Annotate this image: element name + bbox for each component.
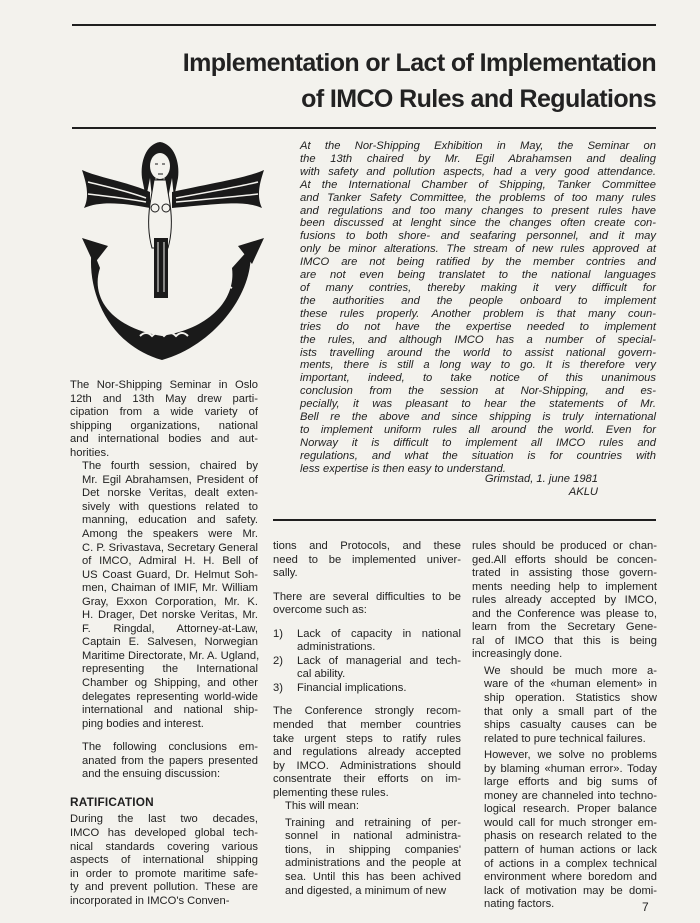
right-para-1-line: trated in assisting those govern- [472, 567, 657, 580]
mid-para-2-line: overcome such as: [273, 604, 367, 617]
right-para-1 [472, 540, 657, 662]
page-number: 7 [642, 900, 649, 914]
left-para-2-line: C. P. Srivastava, Secretary General [82, 541, 258, 554]
right-para-1-line: ral of IMCO that this is being [472, 634, 657, 647]
list-text-line: administrations. [297, 641, 376, 654]
list-text [297, 655, 461, 682]
editorial-line: the authorities and the people onboard to implement [300, 294, 656, 307]
left-para-2 [70, 460, 258, 731]
mid-para-4-line: This will mean: [285, 800, 359, 813]
list-number: 1) [273, 627, 283, 640]
mid-para-3-line: mended that member countries [273, 719, 461, 732]
left-para-4-line: incorporated in IMCO's Conven- [70, 894, 230, 907]
list-text-line: cal ability. [297, 668, 346, 681]
left-para-4-line: IMCO has developed global tech- [70, 826, 258, 839]
editorial-line: Norway it is difficult to implement all IMCO rules and [300, 436, 656, 449]
mid-para-1-line: sally. [273, 567, 298, 580]
mid-para-5-line: tions, in shipping companies' [285, 843, 461, 856]
right-para-2-line: We should be much more a- [484, 664, 657, 677]
editorial-line: ists travelling around the world to assist national govern- [300, 346, 656, 359]
left-para-1-line: shipping organizations, national [70, 419, 258, 432]
left-para-3-line: The following conclusions em- [82, 741, 258, 754]
left-para-2-line: Mr. Egil Abrahamsen, President of [82, 473, 258, 486]
list-text [297, 682, 461, 696]
right-para-3-line: However, we solve no problems [484, 749, 657, 762]
left-para-2-line: Gray, Exxon Corporation, Mr. K. [82, 595, 258, 608]
editorial-line: with safety and pollution aspects, had a very good attendance. [300, 165, 656, 178]
mid-para-1-line: need to be implemented univer- [273, 553, 461, 566]
list-text-line: Lack of managerial and tech- [297, 654, 461, 667]
right-para-3-line: money are channeled into techno- [484, 789, 657, 802]
mid-para-2 [273, 591, 461, 618]
left-column [70, 379, 258, 908]
editorial-line: At the International Chamber of Shipping, Tanker Committee [300, 178, 656, 191]
left-para-2-line: Maritime Directorate, Mr. A. Ugland, [82, 649, 260, 662]
mid-para-3-line: take urgent steps to ratify rules [273, 732, 461, 745]
left-para-2-line: of IMCO, Admiral H. H. Bell of [82, 555, 258, 568]
editorial-line: tries do not have the expertise needed to implement [300, 320, 656, 333]
left-para-2-line: delegates representing world-wide [82, 690, 258, 703]
mid-para-3-line: and regulations already accepted [273, 746, 461, 759]
left-para-2-line: US Coast Guard, Dr. Helmut Soh- [82, 568, 258, 581]
editorial-line: conclusion from the session at Nor-Shipping, and es- [300, 385, 656, 398]
left-para-4-line: ty and prevent pollution. These are [70, 881, 258, 894]
left-para-1 [70, 379, 258, 460]
editorial-line: Bell re the above and since shipping is truly international [300, 411, 656, 424]
editorial-line: less expertise is then easy to understand. [300, 462, 506, 475]
top-rule [72, 24, 656, 26]
right-para-2-line: that only a small part of the [484, 705, 657, 718]
editorial-line: and Tanker Safety Committee, the problems of too many rules [300, 191, 656, 204]
left-para-2-line: Det norske Veritas, dealt exten- [82, 487, 258, 500]
mid-para-5-line: and digested, a minimum of new [285, 884, 447, 897]
left-para-2-line: international and national ship- [82, 704, 258, 717]
mid-para-3-line: by IMCO. Administrations should [273, 759, 461, 772]
left-para-4-line: During the last two decades, [70, 813, 258, 826]
list-text-line: Financial implications. [297, 681, 407, 694]
middle-column [273, 540, 461, 898]
mid-para-5-line: sonnel in national administra- [285, 830, 461, 843]
left-para-4-line: aspects of international shipping [70, 854, 258, 867]
right-para-2 [472, 665, 657, 746]
editorial-line: the rules, and although IMCO has a number of special- [300, 333, 656, 346]
left-para-2-line: ping bodies and interest. [82, 717, 204, 730]
right-para-3-line: environment where boredom and [484, 871, 657, 884]
left-para-1-line: cipation from a wide variety of [70, 406, 258, 419]
right-para-3-line: nating factors. [484, 898, 555, 911]
left-para-2-line: The fourth session, chaired by [82, 460, 258, 473]
right-para-1-line: ged.All efforts should be concen- [472, 553, 657, 566]
difficulties-list [273, 628, 461, 696]
left-para-2-line: men, Chaiman of IMIF, Mr. William [82, 582, 258, 595]
left-para-2-line: representing the International [82, 663, 258, 676]
article-title-line-2: of IMCO Rules and Regulations [301, 85, 656, 113]
right-para-2-line: ship operation. Statistics show [484, 692, 657, 705]
mid-para-3-line: plementing these rules. [273, 786, 389, 799]
right-para-1-line: rules should be produced or chan- [472, 540, 657, 552]
editorial-line: important, indeed, to take notice of this unanimous [300, 372, 656, 385]
right-para-2-line: ware of the «human element» in [484, 678, 657, 691]
mid-para-3 [273, 705, 461, 800]
title-rule [72, 127, 656, 129]
mid-para-5-line: administrations and the people at [285, 857, 461, 870]
editorial-signature [480, 473, 598, 499]
right-para-2-line: ships casualty causes can be [484, 719, 657, 732]
left-para-1-line: 12th and 13th May drew parti- [70, 392, 258, 405]
section-heading-ratification: RATIFICATION [70, 794, 154, 809]
left-para-4-line: nical standards covering various [70, 840, 258, 853]
mid-para-4 [273, 800, 461, 814]
difficulty-item-1 [273, 628, 461, 655]
mid-para-3-line: consentrate their efforts on im- [273, 773, 461, 786]
right-para-1-line: rules already accepted by IMCO, [472, 594, 657, 607]
right-para-3-line: large efforts and big sums of [484, 776, 657, 789]
left-para-2-line: Captain E. Salvesen, Norwegian [82, 636, 258, 649]
editorial-line: only be minor alterations. The stream of new rules approved at [300, 243, 656, 256]
list-text [297, 628, 461, 655]
right-para-3-line: pattern of human actions or lack [484, 844, 657, 857]
editorial-line: the 13th chaired by Mr. Egil Abrahamsen and dealing [300, 152, 656, 165]
mid-para-5 [273, 817, 461, 898]
right-para-3 [472, 749, 657, 912]
difficulty-item-2 [273, 655, 461, 682]
editorial-line: and regulations and too many changes to present rules have [300, 204, 656, 217]
right-para-1-line: and the Conference was please to, [472, 607, 657, 620]
left-para-1-line: and international bodies and aut- [70, 433, 258, 446]
right-para-3-line: would call for much stronger em- [484, 816, 657, 829]
left-para-2-line: sively with questions related to [82, 500, 258, 513]
mid-para-5-line: Training and retraining of per- [285, 816, 461, 829]
editorial-line: IMCO are not being ratified by the member contries and [300, 256, 656, 269]
left-para-1-line: The Nor-Shipping Seminar in Oslo [70, 379, 258, 391]
list-number: 3) [273, 681, 283, 694]
left-para-4-line: in order to promote maritime safe- [70, 867, 258, 880]
article-title-line-1: Implementation or Lact of Implementation [182, 49, 656, 77]
left-para-3-line: anated from the papers presented [82, 754, 258, 767]
editorial-line: regulations, and what the situation is for countries with [300, 449, 656, 462]
mid-para-5-line: sea. Until this has been achived [285, 871, 461, 884]
editorial-line: these rules properly. Another problem is that many coun- [300, 307, 656, 320]
left-para-2-line: H. Drager, Det norske Veritas, Mr. [82, 609, 258, 622]
right-column [472, 540, 657, 912]
right-para-1-line: learn from the Secretary Gene- [472, 621, 657, 634]
editorial-line: to implement uniform rules all around the world. Even for [300, 423, 656, 436]
signature-place-date: Grimstad, 1. june 1981 [484, 473, 598, 485]
left-para-3-line: and the ensuing discussion: [82, 768, 221, 781]
editorial-line: pecially, it was pleasant to hear the statements of Mr. [300, 398, 656, 411]
mid-para-1 [273, 540, 461, 581]
difficulty-item-3 [273, 682, 461, 696]
right-para-2-line: related to pure technical failures. [484, 732, 646, 745]
left-para-1-line: horities. [70, 446, 110, 459]
editorial-comment [300, 140, 656, 476]
right-para-3-line: phasis on research related to the [484, 830, 657, 843]
editorial-line: fusions to both shore- and seafaring personnel, and it may [300, 230, 656, 243]
mermaid-anchor-woodcut-icon [80, 138, 266, 372]
left-para-2-line: manning, education and safety. [82, 514, 258, 527]
right-para-1-line: ments needing help to implement [472, 580, 657, 593]
left-para-4 [70, 813, 258, 908]
left-para-3 [70, 741, 258, 782]
mid-para-3-line: The Conference strongly recom- [273, 705, 461, 718]
left-para-2-line: Chamber og Shipping, and other [82, 677, 258, 690]
list-number: 2) [273, 654, 283, 667]
list-text-line: Lack of capacity in national [297, 627, 461, 640]
right-para-3-line: by blaming «human error». Today [484, 762, 657, 775]
editorial-line: are not even being translatet to the national languages [300, 269, 656, 282]
right-para-3-line: of actions in a complex technical [484, 857, 657, 870]
editorial-line: ments, there is still a long way to go. It is therefore very [300, 359, 656, 372]
editorial-rule [273, 519, 656, 521]
left-para-2-line: F. Ringdal, Attorney-at-Law, [82, 622, 258, 635]
editorial-line: of many contries, thereby making it very difficult for [300, 281, 656, 294]
signature-name: AKLU [568, 486, 598, 498]
editorial-line: At the Nor-Shipping Exhibition in May, the Seminar on [300, 140, 656, 152]
editorial-line: been discussed at lenght since the changes often create con- [300, 217, 656, 230]
right-para-3-line: logical research. Proper balance [484, 803, 657, 816]
right-para-3-line: lack of motivation may be domi- [484, 884, 657, 897]
mid-para-1-line: tions and Protocols, and these [273, 540, 461, 552]
left-para-2-line: Among the speakers were Mr. [82, 528, 258, 541]
mid-para-2-line: There are several difficulties to be [273, 590, 461, 603]
right-para-1-line: increasingly done. [472, 648, 563, 661]
